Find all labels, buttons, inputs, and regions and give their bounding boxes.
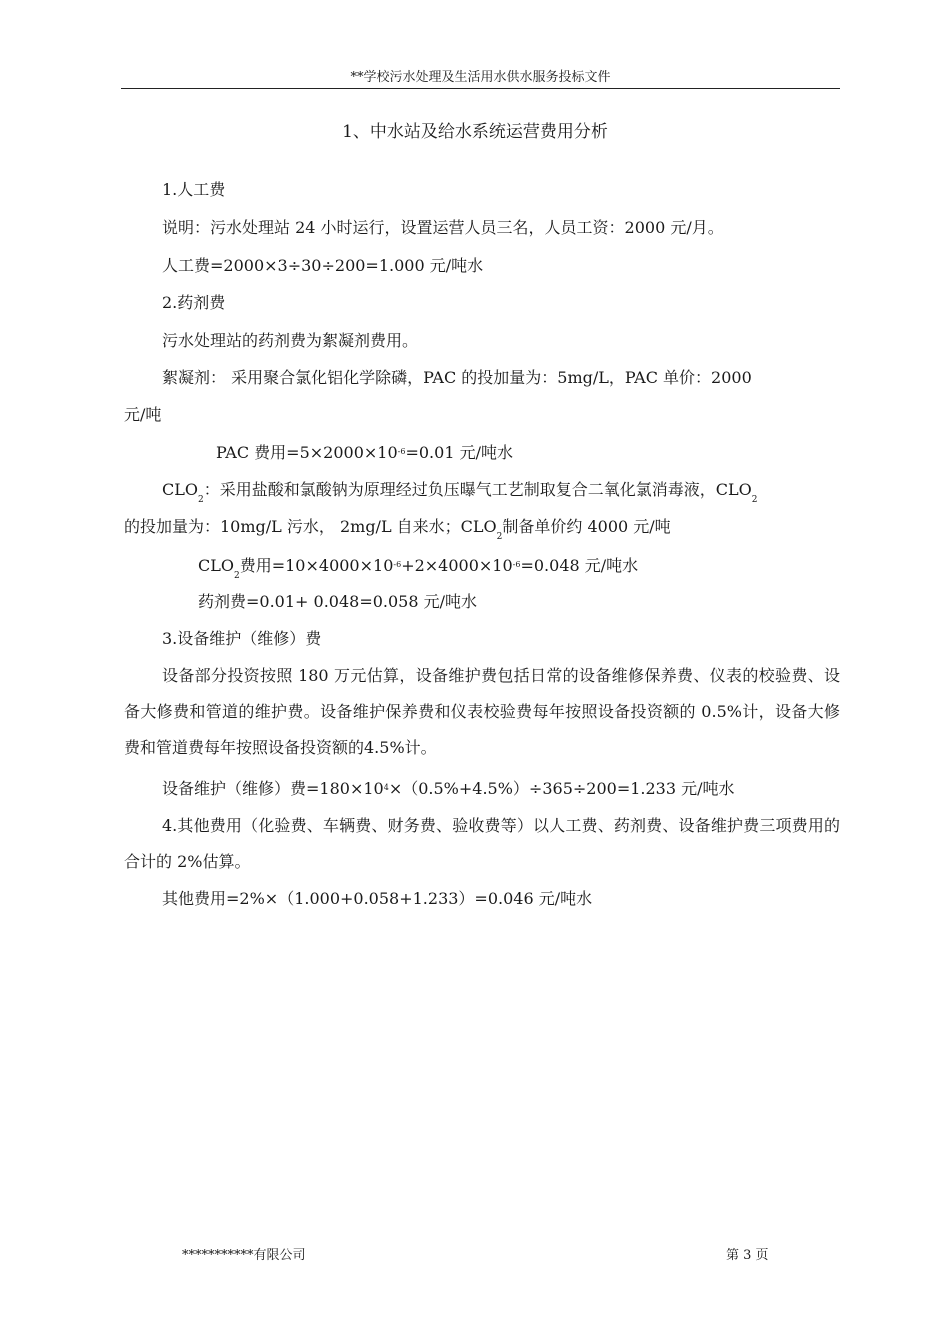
footer-page-number: 第 3 页 — [726, 1248, 769, 1263]
labor-heading: 1.人工费 — [162, 180, 226, 199]
clo2-line — [162, 479, 757, 511]
maint-paragraph: 设备部分投资按照 180 万元估算，设备维护费包括日常的设备维修保养费、仪表的校验费、设备大修费和管道的维护费。设备维护保养费和仪表校验费每年按照设备投资额的 0.5%计，设备大修费和管道费每年按照设备投资额的4.5%计。 — [124, 666, 840, 757]
clo2-exponent-1: -6 — [393, 560, 402, 569]
maint-exponent: 4 — [383, 783, 389, 792]
maint-formula — [162, 777, 735, 800]
clo2-subscript-2: 2 — [751, 495, 758, 505]
maint-formula-a: 设备维护（维修）费=180×10 — [162, 779, 384, 798]
maint-formula-b: ×（0.5%+4.5%）÷365÷200=1.233 元/吨水 — [388, 779, 735, 798]
flocculant-line: 絮凝剂： 采用聚合氯化铝化学除磷，PAC 的投加量为：5mg/L，PAC 单价：2000 — [162, 368, 752, 387]
clo2-subscript-3: 2 — [496, 532, 503, 542]
other-formula: 其他费用=2%×（1.000+0.058+1.233）=0.046 元/吨水 — [162, 889, 593, 908]
labor-formula: 人工费=2000×3÷30÷200=1.000 元/吨水 — [162, 256, 484, 275]
flocculant-line-wrap: 元/吨 — [124, 405, 162, 424]
clo2-label: CLO — [162, 480, 198, 499]
pac-formula-b: =0.01 元/吨水 — [405, 443, 513, 462]
clo2-dosage: 的投加量为：10mg/L 污水， 2mg/L 自来水；CLO — [124, 517, 497, 536]
other-paragraph: 4.其他费用（化验费、车辆费、财务费、验收费等）以人工费、药剂费、设备维护费三项费用的合计的 2%估算。 — [124, 816, 840, 871]
pac-formula-a: PAC 费用=5×2000×10 — [216, 443, 398, 462]
clo2-dosage-line — [124, 516, 671, 548]
labor-note: 说明：污水处理站 24 小时运行，设置运营人员三名，人员工资：2000 元/月。 — [162, 218, 724, 237]
section-title: 1、中水站及给水系统运营费用分析 — [342, 122, 608, 142]
page-header: **学校污水处理及生活用水供水服务投标文件 — [350, 70, 611, 85]
clo2-formula-c: +2×4000×10 — [401, 556, 513, 575]
clo2-formula-d: =0.048 元/吨水 — [520, 556, 639, 575]
maint-heading: 3.设备维护（维修）费 — [162, 629, 322, 648]
chem-intro: 污水处理站的药剂费为絮凝剂费用。 — [162, 331, 419, 350]
clo2-desc: ：采用盐酸和氯酸钠为原理经过负压曝气工艺制取复合二氧化氯消毒液，CLO — [203, 480, 752, 499]
header-rule — [121, 88, 840, 89]
clo2-formula — [198, 554, 638, 587]
pac-formula — [216, 441, 513, 464]
clo2-exponent-2: -6 — [512, 560, 521, 569]
footer-company: ***********有限公司 — [182, 1248, 306, 1263]
clo2-formula-a: CLO — [198, 556, 234, 575]
chem-heading: 2.药剂费 — [162, 293, 226, 312]
pac-exponent: -6 — [397, 447, 406, 456]
clo2-price: 制备单价约 4000 元/吨 — [502, 517, 671, 536]
chem-total: 药剂费=0.01+ 0.048=0.058 元/吨水 — [198, 592, 478, 611]
clo2-formula-subscript: 2 — [233, 571, 240, 581]
clo2-formula-b: 费用=10×4000×10 — [239, 556, 394, 575]
clo2-subscript: 2 — [197, 495, 204, 505]
